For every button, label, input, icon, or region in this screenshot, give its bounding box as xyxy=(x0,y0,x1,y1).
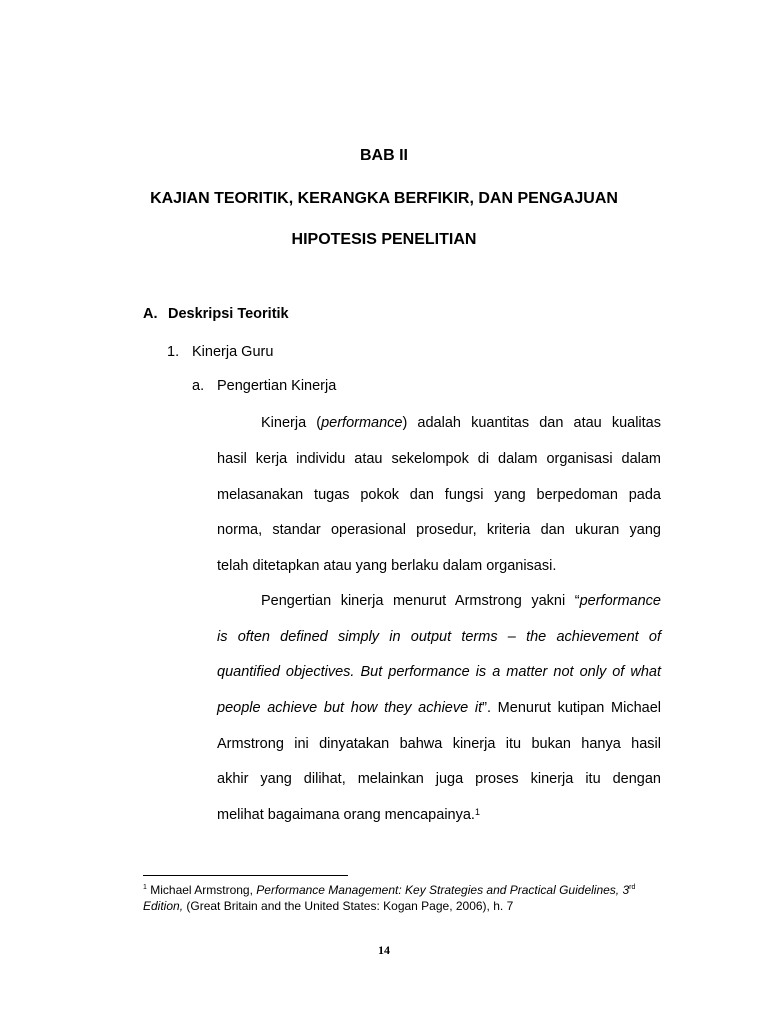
paragraph-2-line: akhir yang dilihat, melainkan juga proses kinerja itu dengan xyxy=(217,771,661,787)
subsection-heading-1 xyxy=(167,344,273,360)
subsection-heading-a xyxy=(192,378,336,394)
section-label: Deskripsi Teoritik xyxy=(168,306,289,322)
footnote-line-2: Edition, (Great Britain and the United States: Kogan Page, 2006), h. 7 xyxy=(143,899,514,913)
italic-term: performance xyxy=(321,415,403,431)
paragraph-2-line: Pengertian kinerja menurut Armstrong yakni “performance xyxy=(261,593,661,609)
paragraph-1-line: norma, standar operasional prosedur, kriteria dan ukuran yang xyxy=(217,522,661,538)
paragraph-1-line: Kinerja (performance) adalah kuantitas dan atau kualitas xyxy=(261,415,661,431)
paragraph-1-line: telah ditetapkan atau yang berlaku dalam organisasi. xyxy=(217,558,557,574)
paragraph-2-line: melihat bagaimana orang mencapainya.$^1$ xyxy=(217,807,480,823)
chapter-title-line-2: HIPOTESIS PENELITIAN xyxy=(291,231,477,248)
chapter-title-line-1: KAJIAN TEORITIK, KERANGKA BERFIKIR, DAN PENGAJUAN xyxy=(150,190,618,207)
paragraph-1-line: melasanakan tugas pokok dan fungsi yang berpedoman pada xyxy=(217,487,661,503)
footnote-line-1: $^1$ Michael Armstrong, Performance Management: Key Strategies and Practical Guidelines, 3rd xyxy=(143,883,636,897)
paragraph-2-line: quantified objectives. But performance is a matter not only of what xyxy=(217,664,661,680)
page-number: 14 xyxy=(378,943,390,957)
section-marker: A. xyxy=(143,306,158,322)
paragraph-2-line: Armstrong ini dinyatakan bahwa kinerja itu bukan hanya hasil xyxy=(217,736,661,752)
footnote-number: 1 xyxy=(143,884,147,891)
section-heading-a xyxy=(143,306,289,322)
italic-quote: performance xyxy=(579,593,661,609)
subsection-marker: a. xyxy=(192,378,205,394)
paragraph-2-line: is often defined simply in output terms – the achievement of xyxy=(217,629,661,645)
subsection-marker: 1. xyxy=(167,344,180,360)
subsection-label: Kinerja Guru xyxy=(192,344,274,360)
paragraph-2-line: people achieve but how they achieve it”. Menurut kutipan Michael xyxy=(217,700,661,716)
footnote-separator xyxy=(143,875,348,876)
subsection-label: Pengertian Kinerja xyxy=(217,378,337,394)
footnote-reference: 1 xyxy=(474,807,480,817)
chapter-heading: BAB II xyxy=(360,147,408,164)
paragraph-1-line: hasil kerja individu atau sekelompok di dalam organisasi dalam xyxy=(217,451,661,467)
